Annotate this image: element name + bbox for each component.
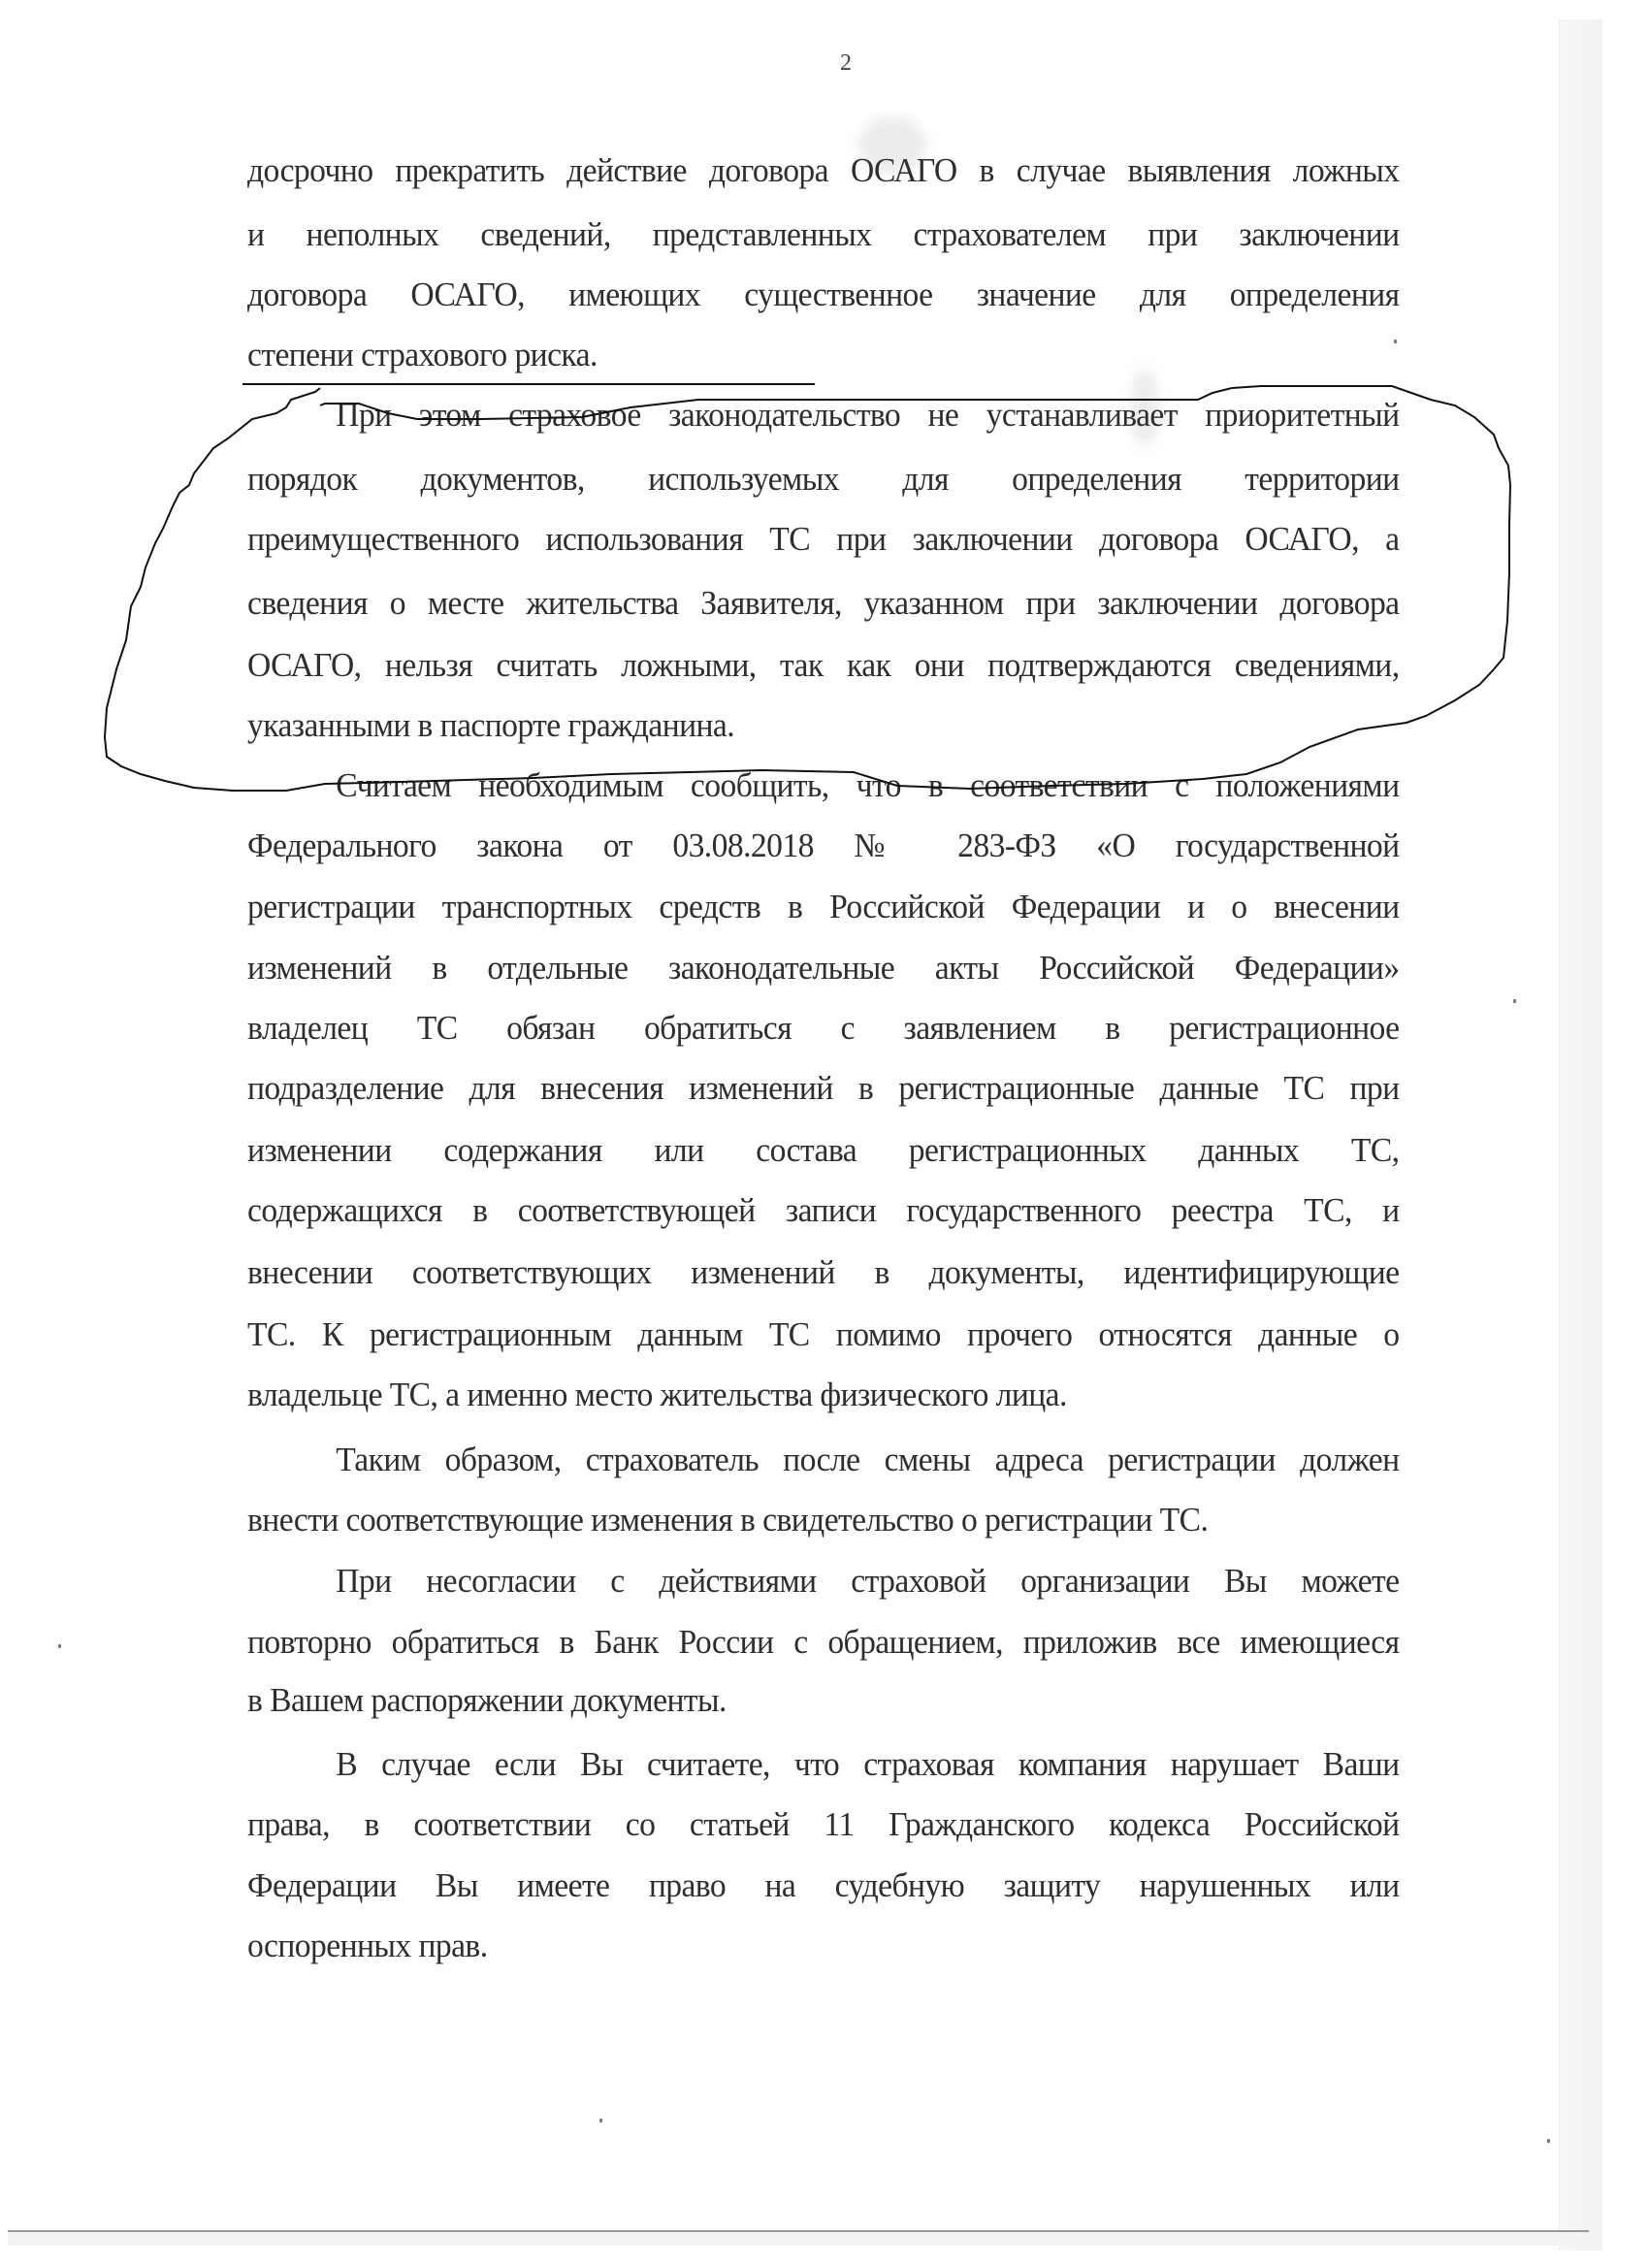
text-line: внесении соответствующих изменений в документы, идентифицирующие <box>247 1253 1400 1291</box>
text-line: повторно обратиться в Банк России с обращением, приложив все имеющиеся <box>247 1623 1400 1661</box>
text-line: Таким образом, страхователь после смены адреса регистрации должен <box>336 1441 1400 1478</box>
page-number: 2 <box>840 50 852 76</box>
text-line: В случае если Вы считаете, что страховая компания нарушает Ваши <box>336 1745 1400 1783</box>
text-line: досрочно прекратить действие договора ОСАГО в случае выявления ложных <box>247 151 1400 189</box>
scan-speck <box>1513 999 1516 1003</box>
text-line: внести соответствующие изменения в свидетельство о регистрации ТС. <box>247 1501 1209 1539</box>
text-line: регистрации транспортных средств в Российской Федерации и о внесении <box>247 888 1400 925</box>
text-line: изменении содержания или состава регистрационных данных ТС, <box>247 1131 1400 1169</box>
text-line: владелец ТС обязан обратиться с заявлением в регистрационное <box>247 1009 1400 1047</box>
text-line: При несогласии с действиями страховой организации Вы можете <box>336 1562 1400 1600</box>
scan-speck <box>58 1644 61 1648</box>
text-line: сведения о месте жительства Заявителя, указанном при заключении договора <box>247 584 1400 622</box>
text-line: ТС. К регистрационным данным ТС помимо прочего относятся данные о <box>247 1315 1400 1353</box>
text-line: При этом страховое законодательство не устанавливает приоритетный <box>336 396 1400 434</box>
text-line: Федерации Вы имеете право на судебную защиту нарушенных или <box>247 1866 1400 1904</box>
text-line: владельце ТС, а именно место жительства физического лица. <box>247 1376 1067 1413</box>
text-line: в Вашем распоряжении документы. <box>247 1681 727 1719</box>
text-line: изменений в отдельные законодательные акты Российской Федерации» <box>247 949 1400 987</box>
text-line: содержащихся в соответствующей записи государственного реестра ТС, и <box>247 1191 1400 1229</box>
text-line: указанными в паспорте гражданина. <box>247 706 735 744</box>
scan-bottom-strip <box>8 2232 1599 2246</box>
text-line: права, в соответствии со статьей 11 Гражданского кодекса Российской <box>247 1805 1400 1843</box>
text-line: порядок документов, используемых для определения территории <box>247 460 1400 498</box>
scan-speck <box>1547 2139 1550 2143</box>
text-line: Считаем необходимым сообщить, что в соответствии с положениями <box>336 766 1400 804</box>
text-line: степени страхового риска. <box>247 336 598 373</box>
text-line: договора ОСАГО, имеющих существенное значение для определения <box>247 275 1400 313</box>
scan-speck <box>599 2119 602 2122</box>
text-line: ОСАГО, нельзя считать ложными, так как они подтверждаются сведениями, <box>247 646 1400 684</box>
scan-bottom-edge-line <box>8 2230 1589 2232</box>
text-line: Федерального закона от 03.08.2018 № 283-ФЗ «О государственной <box>247 826 1400 864</box>
text-line: оспоренных прав. <box>247 1927 488 1964</box>
text-line: преимущественного использования ТС при заключении договора ОСАГО, а <box>247 520 1400 558</box>
text-line: и неполных сведений, представленных страхователем при заключении <box>247 215 1400 253</box>
text-line: подразделение для внесения изменений в регистрационные данные ТС при <box>247 1069 1400 1107</box>
scan-edge-shadow <box>1559 19 1602 2251</box>
